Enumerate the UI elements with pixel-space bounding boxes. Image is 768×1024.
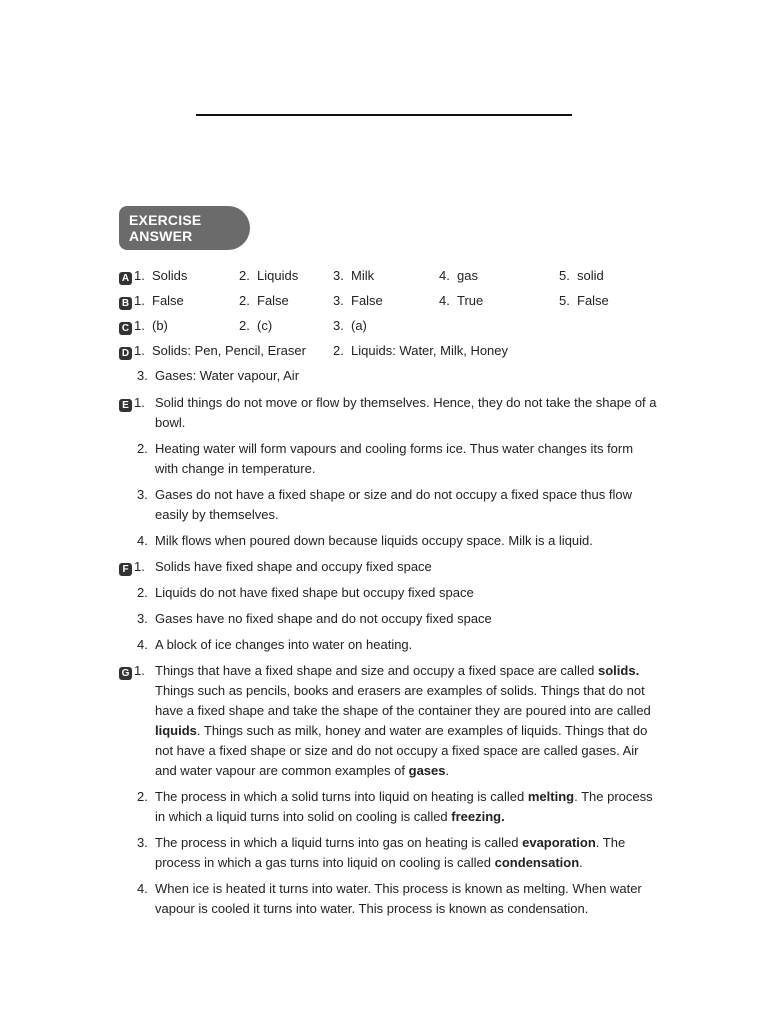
exercise-answer-badge: EXERCISE ANSWER [119,206,250,250]
answer-f4: A block of ice changes into water on heating. [155,637,413,652]
answer-a2: Liquids [257,268,299,283]
answer-d1: Solids: Pen, Pencil, Eraser [152,343,306,358]
section-b: B 1. False 2. False 3. False 4. True 5. False [119,291,659,316]
answer-c3: (a) [351,318,367,333]
section-letter-g: G [119,667,132,680]
answer-a4: gas [457,268,478,283]
answer-a1: Solids [152,268,188,283]
answer-b5: False [577,293,609,308]
section-letter-b: B [119,297,132,310]
answer-e4: Milk flows when poured down because liquids occupy space. Milk is a liquid. [155,533,593,548]
answer-c2: (c) [257,318,273,333]
section-d-row2: 3. Gases: Water vapour, Air [137,368,300,383]
answer-b4: True [457,293,484,308]
section-letter-d: D [119,347,132,360]
answer-b2: False [257,293,289,308]
answer-g3: The process in which a liquid turns into gas on heating is called evaporation. The process in which a gas turns into liquid on cooling is called condensation. [155,835,626,870]
top-rule [196,114,572,116]
section-f: F 1. Solids have fixed shape and occupy fixed space 2. Liquids do not have fixed shape but occupy fixed space 3. Gases have no fixed shape and do not occupy fixed space 4. A block of ice changes into water on heating. [119,557,659,655]
answer-a5: solid [577,268,604,283]
answer-d2: Liquids: Water, Milk, Honey [351,343,509,358]
answer-f1: Solids have fixed shape and occupy fixed space [155,559,432,574]
answer-f3: Gases have no fixed shape and do not occupy fixed space [155,611,492,626]
answer-g1: Things that have a fixed shape and size and occupy a fixed space are called solids. Things such as pencils, books and erasers are examples of solids. Things that do not have a fixed shape and take the shape of the container they are poured into are called liquids. Things such as milk, honey and water are examples of liquids. Things that do not have a fixed shape or size and do not occupy a fixed space are called gases. Air and water vapour are common examples of gases. [155,663,651,778]
answer-b3: False [351,293,383,308]
section-letter-e: E [119,399,132,412]
answer-c1: (b) [152,318,168,333]
section-d: D 1. Solids: Pen, Pencil, Eraser 2. Liquids: Water, Milk, Honey [119,341,659,366]
answer-e2: Heating water will form vapours and cooling forms ice. Thus water changes its form with change in temperature. [155,441,634,476]
answer-e3: Gases do not have a fixed shape or size and do not occupy a fixed space thus flow easily by themselves. [155,487,632,522]
answer-g2: The process in which a solid turns into liquid on heating is called melting. The process in which a liquid turns into solid on cooling is called freezing. [155,789,653,824]
section-letter-a: A [119,272,132,285]
answer-d3: Gases: Water vapour, Air [155,368,300,383]
section-a: A 1. Solids 2. Liquids 3. Milk 4. gas 5. solid [119,266,659,291]
answers-content [119,266,659,925]
answer-e1: Solid things do not move or flow by themselves. Hence, they do not take the shape of a bowl. [155,395,657,430]
section-letter-f: F [119,563,132,576]
section-letter-c: C [119,322,132,335]
section-e: E 1. Solid things do not move or flow by themselves. Hence, they do not take the shape of a bowl. 2. Heating water will form vapours and cooling forms ice. Thus water changes its form with change in temperature. 3. Gases do not have a fixed shape or size and do not occupy a fixed space thus flow easily by themselves. 4. Milk flows when poured down because liquids occupy space. Milk is a liquid. [119,393,659,551]
section-c: C 1. (b) 2. (c) 3. (a) [119,316,659,341]
answer-f2: Liquids do not have fixed shape but occupy fixed space [155,585,474,600]
answer-a3: Milk [351,268,375,283]
section-g: G 1. Things that have a fixed shape and size and occupy a fixed space are called solids. Things such as pencils, books and erasers are examples of solids. Things that do not have a fixed shape and take the shape of the container they are poured into are called liquids. Things such as milk, honey and water are examples of liquids. Things that do not have a fixed shape or size and do not occupy a fixed space are called gases. Air and water vapour are common examples of gases. 2. The process in which a solid turns into liquid on heating is called melting. The process in which a liquid turns into solid on cooling is called freezing. 3. The process in which a liquid turns into gas on heating is called evaporation. The process in which a gas turns into liquid on cooling is called condensation. 4. When ice is heated it turns into water. This process is known as melting. When water vapour is cooled it turns into water. This process is known as condensation. [119,661,659,919]
answer-g4: When ice is heated it turns into water. This process is known as melting. When water vapour is cooled it turns into water. This process is known as condensation. [155,881,642,916]
answer-b1: False [152,293,184,308]
